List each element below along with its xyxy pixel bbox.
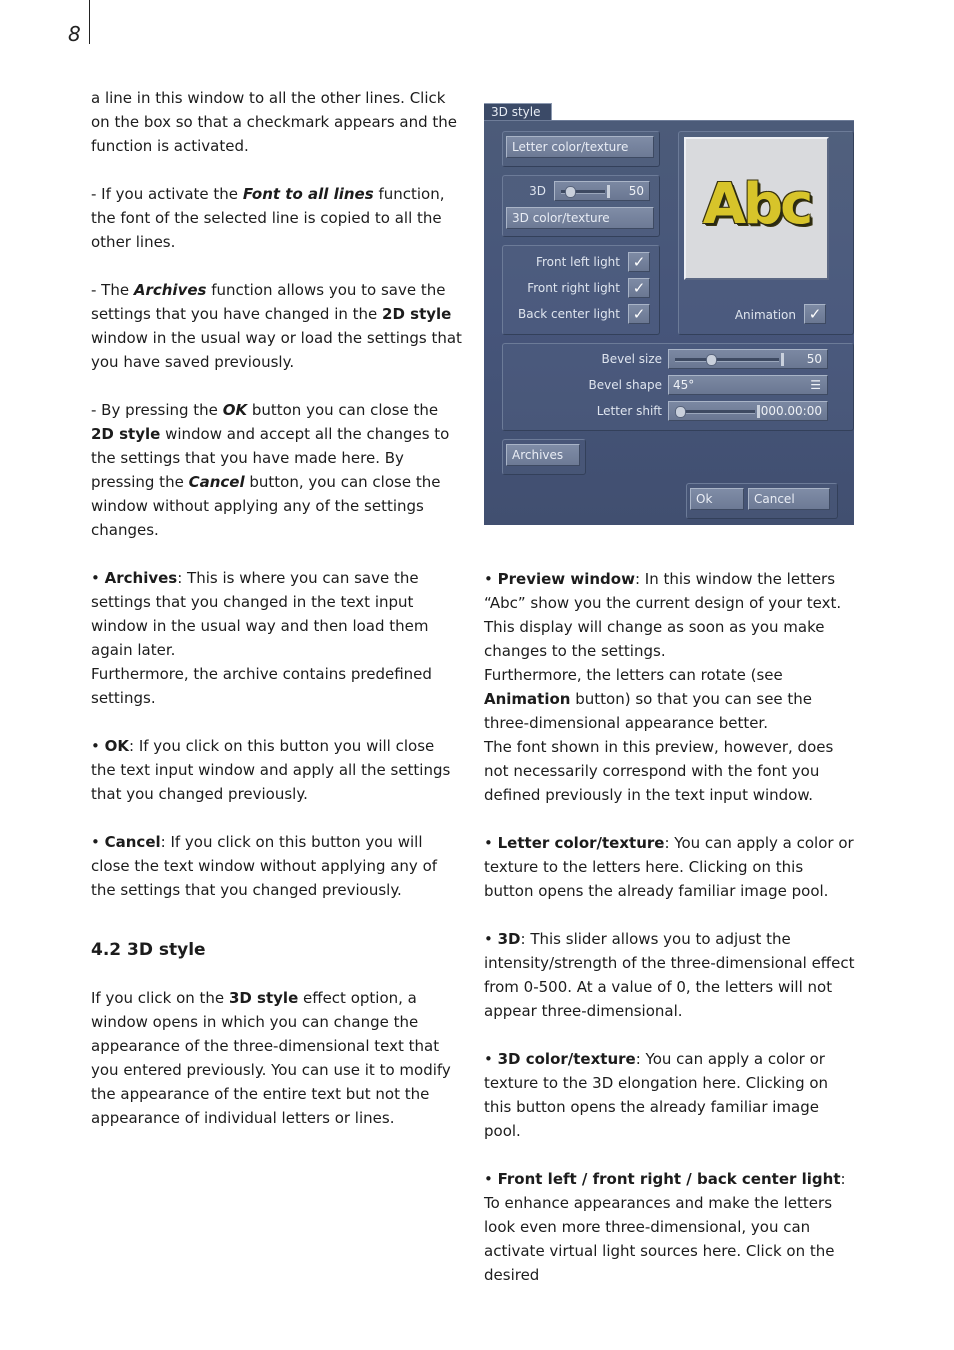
bevel-size-slider-end [781,353,784,366]
front-left-light-label: Front left light [535,255,620,269]
dialog-title-tab: 3D style [484,103,552,120]
section-heading: 4.2 3D style [91,940,206,960]
right-column [484,567,856,1287]
left-column [91,86,463,1130]
page-header-rule [89,0,90,44]
front-left-light-checkbox[interactable] [628,252,650,272]
threed-slider-knob[interactable] [565,186,576,198]
animation-label: Animation [734,308,796,322]
archives-button[interactable]: Archives [506,444,580,466]
page-number: 8 [68,22,81,46]
bevel-shape-label: Bevel shape [588,378,662,392]
preview-letters: Abc [702,172,811,237]
bevel-size-label: Bevel size [601,352,662,366]
letter-color-texture-button[interactable]: Letter color/texture [506,136,654,158]
bevel-size-slider[interactable] [668,349,828,369]
paragraph-intro: a line in this window to all the other lines. Click on the box so that a checkmark appears and the function is activated. [91,89,458,155]
back-center-light-checkbox[interactable] [628,304,650,324]
bevel-size-slider-knob[interactable] [706,354,717,366]
paragraph-archives-function: - The Archives function allows you to save the settings that you have changed in the 2D style window in the usual way or load the settings that you have saved previously. [91,281,462,371]
check-icon: ✓ [808,305,822,323]
bevel-shape-value: 45° [673,378,695,392]
letter-shift-slider-knob[interactable] [675,406,686,418]
threed-slider[interactable] [554,181,650,201]
preview-window-cont-1: Furthermore, the letters can rotate (see Animation button) so that you can see the three-dimensional appearance better. [484,666,813,732]
letter-shift-slider-end [757,405,760,418]
animation-checkbox[interactable] [804,304,826,324]
bullet-3d-color: • 3D color/texture: You can apply a color or texture to the 3D elongation here. Clicking on this button opens the already familiar image pool. [484,1050,829,1140]
threed-label: 3D [529,184,546,198]
preview-window [684,137,829,280]
bullet-archives: • Archives: This is where you can save the settings that you changed in the text input window in the usual way and then load them again later. [91,569,429,659]
letter-shift-label: Letter shift [596,404,662,418]
bullet-lights: • Front left / front right / back center light: To enhance appearances and make the letters look even more three-dimensional, you can activate virtual light sources here. Click on the desired [484,1170,846,1284]
bevel-size-value: 50 [806,352,822,366]
check-icon: ✓ [632,305,646,323]
back-center-light-label: Back center light [518,307,620,321]
ok-button[interactable]: Ok [690,488,744,510]
bullet-ok: • OK: If you click on this button you will close the text input window and apply all the settings that you changed previously. [91,737,451,803]
letter-shift-value: 000.00:00 [760,404,822,418]
bevel-size-slider-track [675,358,779,362]
list-menu-icon: ☰ [810,378,821,392]
paragraph-3d-style-intro: If you click on the 3D style effect option, a window opens in which you can change the appearance of the three-dimensional text that you entered previously. You can use it to modify the appearance of the entire text but not the appearance of individual letters or lines. [91,989,451,1127]
bevel-shape-select[interactable] [668,375,828,395]
check-icon: ✓ [632,279,646,297]
cancel-button[interactable]: Cancel [748,488,830,510]
bullet-cancel: • Cancel: If you click on this button you will close the text window without applying any of the settings that you changed previously. [91,833,438,899]
front-right-light-label: Front right light [527,281,620,295]
preview-window-cont-2: The font shown in this preview, however, does not necessarily correspond with the font you defined previously in the text input window. [484,738,834,804]
paragraph-ok-cancel: - By pressing the OK button you can close the 2D style window and accept all the changes to the settings that you have made here. By pressing the Cancel button, you can close the window without applying any of the settings changes. [91,401,450,539]
check-icon: ✓ [632,253,646,271]
bullet-3d: • 3D: This slider allows you to adjust the intensity/strength of the three-dimensional effect from 0-500. At a value of 0, the letters will not appear three-dimensional. [484,930,855,1020]
bullet-archives-cont: Furthermore, the archive contains predefined settings. [91,665,432,707]
letter-shift-slider-track [675,410,755,414]
dialog-3d-style [484,103,854,524]
threed-value: 50 [628,184,644,198]
front-right-light-checkbox[interactable] [628,278,650,298]
bullet-letter-color: • Letter color/texture: You can apply a color or texture to the letters here. Clicking on this button opens the already familiar image pool. [484,834,854,900]
threed-color-texture-button[interactable]: 3D color/texture [506,207,654,229]
threed-slider-end [607,185,610,198]
dialog-body [484,120,854,525]
paragraph-font-to-all-lines: - If you activate the Font to all lines function, the font of the selected line is copied to all the other lines. [91,185,445,251]
letter-shift-slider[interactable] [668,401,828,421]
bullet-preview-window: • Preview window: In this window the letters “Abc” show you the current design of your text. This display will change as soon as you make changes to the settings. [484,570,842,660]
